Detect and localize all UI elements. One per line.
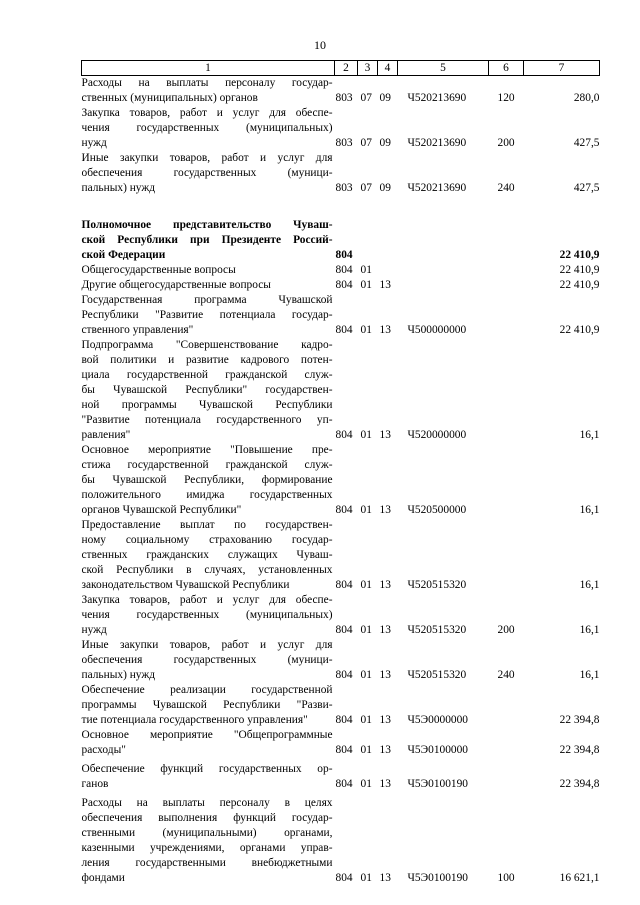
row-cell-c6: 240: [497, 182, 515, 194]
row-name-cell: [82, 263, 335, 278]
row-cell-c7: 16,1: [579, 579, 600, 591]
row-cell-c6: [489, 278, 524, 293]
row-name-line: обеспечения государственных (муници-: [81, 654, 333, 666]
column-header-4: 4: [378, 61, 398, 76]
row-name-cell: [82, 443, 335, 518]
row-name-line: ской Республики при Президенте Россий-: [81, 234, 333, 246]
row-name-cell: [82, 796, 335, 886]
row-cell-c4: 13: [379, 744, 391, 756]
row-cell-c4: 13: [379, 504, 391, 516]
row-name-line: органов Чувашской Республики": [81, 504, 242, 516]
row-name-line: пальных) нужд: [81, 669, 156, 681]
row-name-line: ственными (муниципальными) органами,: [81, 827, 333, 839]
row-cell-c5: [398, 263, 489, 278]
row-name-cell: [82, 518, 335, 593]
row-name-line: ственных гражданских служащих Чуваш-: [81, 549, 333, 561]
row-name-line: Предоставление выплат по государствен-: [81, 519, 333, 531]
row-cell-c5: Ч500000000: [407, 324, 467, 336]
row-cell-c7: 16,1: [579, 669, 600, 681]
row-cell-c5: Ч5Э0000000: [407, 714, 468, 726]
row-name-line: ственных (муниципальных) органов: [81, 92, 258, 104]
row-name-line: бы Чувашской Республики, формирование: [81, 474, 333, 486]
column-header-2: 2: [335, 61, 358, 76]
row-cell-c7: 22 394,8: [559, 778, 600, 790]
column-header-5: 5: [398, 61, 489, 76]
row-cell-c4: [378, 218, 398, 263]
row-cell-c6: [489, 762, 524, 792]
row-name-line: нужд: [81, 137, 107, 149]
table-row: [82, 338, 600, 443]
row-cell-c2: 804: [335, 872, 353, 884]
row-name-line: Расходы на выплаты персоналу государ-: [81, 77, 333, 89]
row-name-line: нужд: [81, 624, 107, 636]
row-name-line: чения государственных (муниципальных): [81, 122, 333, 134]
row-cell-c4: 13: [379, 324, 391, 336]
row-name-line: фондами: [81, 872, 125, 884]
row-cell-c2: 803: [335, 92, 353, 104]
row-cell-c3: 01: [360, 872, 372, 884]
column-header-6: 6: [489, 61, 524, 76]
row-cell-c4: 13: [379, 872, 391, 884]
table-row: [82, 796, 600, 886]
row-name-cell: [82, 293, 335, 338]
row-name-cell: [82, 151, 335, 196]
row-name-line: ственного управления": [81, 324, 194, 336]
column-header-7: 7: [524, 61, 600, 76]
row-name-line: положительного имиджа государственных: [81, 489, 333, 501]
row-cell-c4: 09: [379, 137, 391, 149]
row-cell-c4: 13: [379, 624, 391, 636]
row-cell-c7: 22 394,8: [559, 744, 600, 756]
row-cell-c6: 100: [497, 872, 515, 884]
row-name-line: "Развитие потенциала государственного уп-: [81, 414, 333, 426]
row-name-line: ной программы Чувашской Республики: [81, 399, 333, 411]
row-cell-c2: 804: [335, 249, 353, 261]
page-number: 10: [314, 38, 326, 52]
row-cell-c6: [489, 518, 524, 593]
row-name-cell: [82, 76, 335, 107]
row-cell-c6: [489, 263, 524, 278]
row-cell-c3: 01: [360, 744, 372, 756]
row-name-line: чения государственных (муниципальных): [81, 609, 333, 621]
row-cell-c5: Ч5Э0100190: [407, 778, 468, 790]
row-name-line: Иные закупки товаров, работ и услуг для: [81, 152, 333, 164]
table-row: [82, 443, 600, 518]
row-cell-c2: 804: [335, 669, 353, 681]
row-cell-c5: Ч520500000: [407, 504, 467, 516]
table-row: [82, 683, 600, 728]
table-row: [82, 728, 600, 758]
table-row: [82, 518, 600, 593]
row-name-line: пальных) нужд: [81, 182, 156, 194]
row-name-line: Обеспечение реализации государственной: [81, 684, 333, 696]
row-cell-c3: 01: [360, 504, 372, 516]
row-cell-c2: 804: [335, 264, 353, 276]
row-cell-c7: 16,1: [579, 624, 600, 636]
row-cell-c3: 07: [360, 182, 372, 194]
row-name-cell: [82, 106, 335, 151]
row-name-line: Государственная программа Чувашской: [81, 294, 333, 306]
row-name-line: Расходы на выплаты персоналу в целях: [81, 797, 333, 809]
row-cell-c6: [489, 338, 524, 443]
row-name-line: ской Республики в случаях, установленных: [81, 564, 333, 576]
row-cell-c6: 200: [497, 624, 515, 636]
row-cell-c5: [398, 278, 489, 293]
row-name-line: Полномочное представительство Чуваш-: [81, 219, 333, 231]
row-cell-c3: 01: [360, 579, 372, 591]
row-cell-c2: 804: [335, 429, 353, 441]
row-cell-c5: Ч520515320: [407, 579, 467, 591]
row-cell-c3: 01: [360, 714, 372, 726]
row-cell-c4: 13: [379, 778, 391, 790]
row-cell-c5: Ч520213690: [407, 182, 467, 194]
table-row: [82, 638, 600, 683]
row-cell-c3: [358, 218, 378, 263]
row-name-cell: [82, 338, 335, 443]
row-cell-c5: [398, 218, 489, 263]
row-name-line: стижа государственной гражданской служ-: [81, 459, 333, 471]
row-cell-c6: 120: [497, 92, 515, 104]
row-cell-c2: 804: [335, 744, 353, 756]
row-cell-c4: 13: [379, 714, 391, 726]
row-cell-c3: 07: [360, 92, 372, 104]
row-name-line: обеспечения выполнения функций государ-: [81, 812, 333, 824]
row-cell-c5: Ч520213690: [407, 92, 467, 104]
table-row: [82, 593, 600, 638]
row-cell-c4: [378, 263, 398, 278]
row-name-line: Республики "Развитие потенциала государ-: [81, 309, 333, 321]
table-row: [82, 278, 600, 293]
table-row: [82, 151, 600, 196]
row-name-cell: [82, 593, 335, 638]
row-cell-c2: 804: [335, 714, 353, 726]
row-cell-c6: [489, 728, 524, 758]
row-name-cell: [82, 762, 335, 792]
table-row: [82, 762, 600, 792]
row-name-line: циала государственной гражданской служ-: [81, 369, 333, 381]
row-cell-c3: 07: [360, 137, 372, 149]
row-name-line: программы Чувашской Республики "Разви-: [81, 699, 333, 711]
row-cell-c5: Ч520213690: [407, 137, 467, 149]
row-cell-c6: [489, 683, 524, 728]
spacer-cell: [82, 196, 600, 218]
row-cell-c4: 13: [379, 279, 391, 291]
row-name-line: Основное мероприятие "Общепрограммные: [81, 729, 333, 741]
row-cell-c4: 09: [379, 92, 391, 104]
row-cell-c6: [489, 293, 524, 338]
row-cell-c3: 01: [360, 669, 372, 681]
row-name-line: Обеспечение функций государственных ор-: [81, 763, 333, 775]
row-cell-c2: 803: [335, 137, 353, 149]
row-cell-c7: 22 410,9: [559, 249, 600, 261]
row-cell-c3: 01: [360, 778, 372, 790]
row-name-line: Общегосударственные вопросы: [81, 264, 236, 276]
row-cell-c6: 240: [497, 669, 515, 681]
column-header-3: 3: [358, 61, 378, 76]
row-cell-c4: 13: [379, 669, 391, 681]
row-cell-c2: 803: [335, 182, 353, 194]
row-cell-c7: 22 410,9: [559, 264, 600, 276]
row-name-cell: [82, 218, 335, 263]
row-cell-c5: Ч5Э0100000: [407, 744, 468, 756]
row-cell-c3: 01: [360, 324, 372, 336]
row-name-cell: [82, 638, 335, 683]
row-cell-c3: 01: [360, 279, 372, 291]
row-name-line: казенными учреждениями, органами управ-: [81, 842, 333, 854]
row-name-line: Закупка товаров, работ и услуг для обеспе-: [81, 107, 333, 119]
row-cell-c7: 22 394,8: [559, 714, 600, 726]
row-cell-c3: 01: [360, 264, 372, 276]
row-cell-c5: Ч5Э0100190: [407, 872, 468, 884]
row-name-line: законодательством Чувашской Республики: [81, 579, 290, 591]
table-row: [82, 76, 600, 107]
table-row: [82, 263, 600, 278]
spacer-row: [82, 196, 600, 218]
row-cell-c2: 804: [335, 279, 353, 291]
table-row: [82, 106, 600, 151]
table-row: [82, 218, 600, 263]
row-cell-c4: 09: [379, 182, 391, 194]
row-name-line: Основное мероприятие "Повышение пре-: [81, 444, 333, 456]
row-cell-c7: 22 410,9: [559, 324, 600, 336]
table-row: [82, 293, 600, 338]
row-cell-c3: 01: [360, 429, 372, 441]
row-cell-c6: [489, 218, 524, 263]
budget-table: [81, 60, 600, 886]
row-cell-c5: Ч520000000: [407, 429, 467, 441]
row-cell-c7: 280,0: [573, 92, 600, 104]
row-cell-c2: 804: [335, 778, 353, 790]
table-body: [82, 76, 600, 887]
row-cell-c7: 16,1: [579, 504, 600, 516]
row-name-line: ному социальному страхованию государ-: [81, 534, 333, 546]
row-cell-c2: 804: [335, 579, 353, 591]
row-cell-c6: [489, 443, 524, 518]
row-cell-c7: 427,5: [573, 182, 600, 194]
table-header-row: [82, 61, 600, 76]
row-cell-c3: 01: [360, 624, 372, 636]
row-name-line: бы Чувашской Республики" государствен-: [81, 384, 333, 396]
row-cell-c2: 804: [335, 324, 353, 336]
row-name-line: Иные закупки товаров, работ и услуг для: [81, 639, 333, 651]
row-name-line: тие потенциала государственного управления": [81, 714, 308, 726]
row-name-line: ганов: [81, 778, 109, 790]
row-name-line: обеспечения государственных (муници-: [81, 167, 333, 179]
column-header-1: 1: [82, 61, 335, 76]
row-name-line: Другие общегосударственные вопросы: [81, 279, 271, 291]
row-cell-c5: Ч520515320: [407, 624, 467, 636]
row-name-cell: [82, 728, 335, 758]
row-cell-c7: 22 410,9: [559, 279, 600, 291]
row-cell-c4: 13: [379, 579, 391, 591]
row-cell-c7: 16,1: [579, 429, 600, 441]
row-name-line: Подпрограмма "Совершенствование кадро-: [81, 339, 333, 351]
row-cell-c4: 13: [379, 429, 391, 441]
row-cell-c7: 427,5: [573, 137, 600, 149]
row-name-line: ления государственными внебюджетными: [81, 857, 333, 869]
row-cell-c7: 16 621,1: [559, 872, 600, 884]
row-cell-c2: 804: [335, 504, 353, 516]
row-name-line: равления": [81, 429, 131, 441]
row-name-line: Закупка товаров, работ и услуг для обеспе-: [81, 594, 333, 606]
row-name-cell: [82, 683, 335, 728]
row-cell-c5: Ч520515320: [407, 669, 467, 681]
row-cell-c2: 804: [335, 624, 353, 636]
row-name-cell: [82, 278, 335, 293]
row-cell-c6: 200: [497, 137, 515, 149]
row-name-line: расходы": [81, 744, 126, 756]
row-name-line: вой политики и развитие кадрового потен-: [81, 354, 333, 366]
row-name-line: ской Федерации: [81, 249, 166, 261]
